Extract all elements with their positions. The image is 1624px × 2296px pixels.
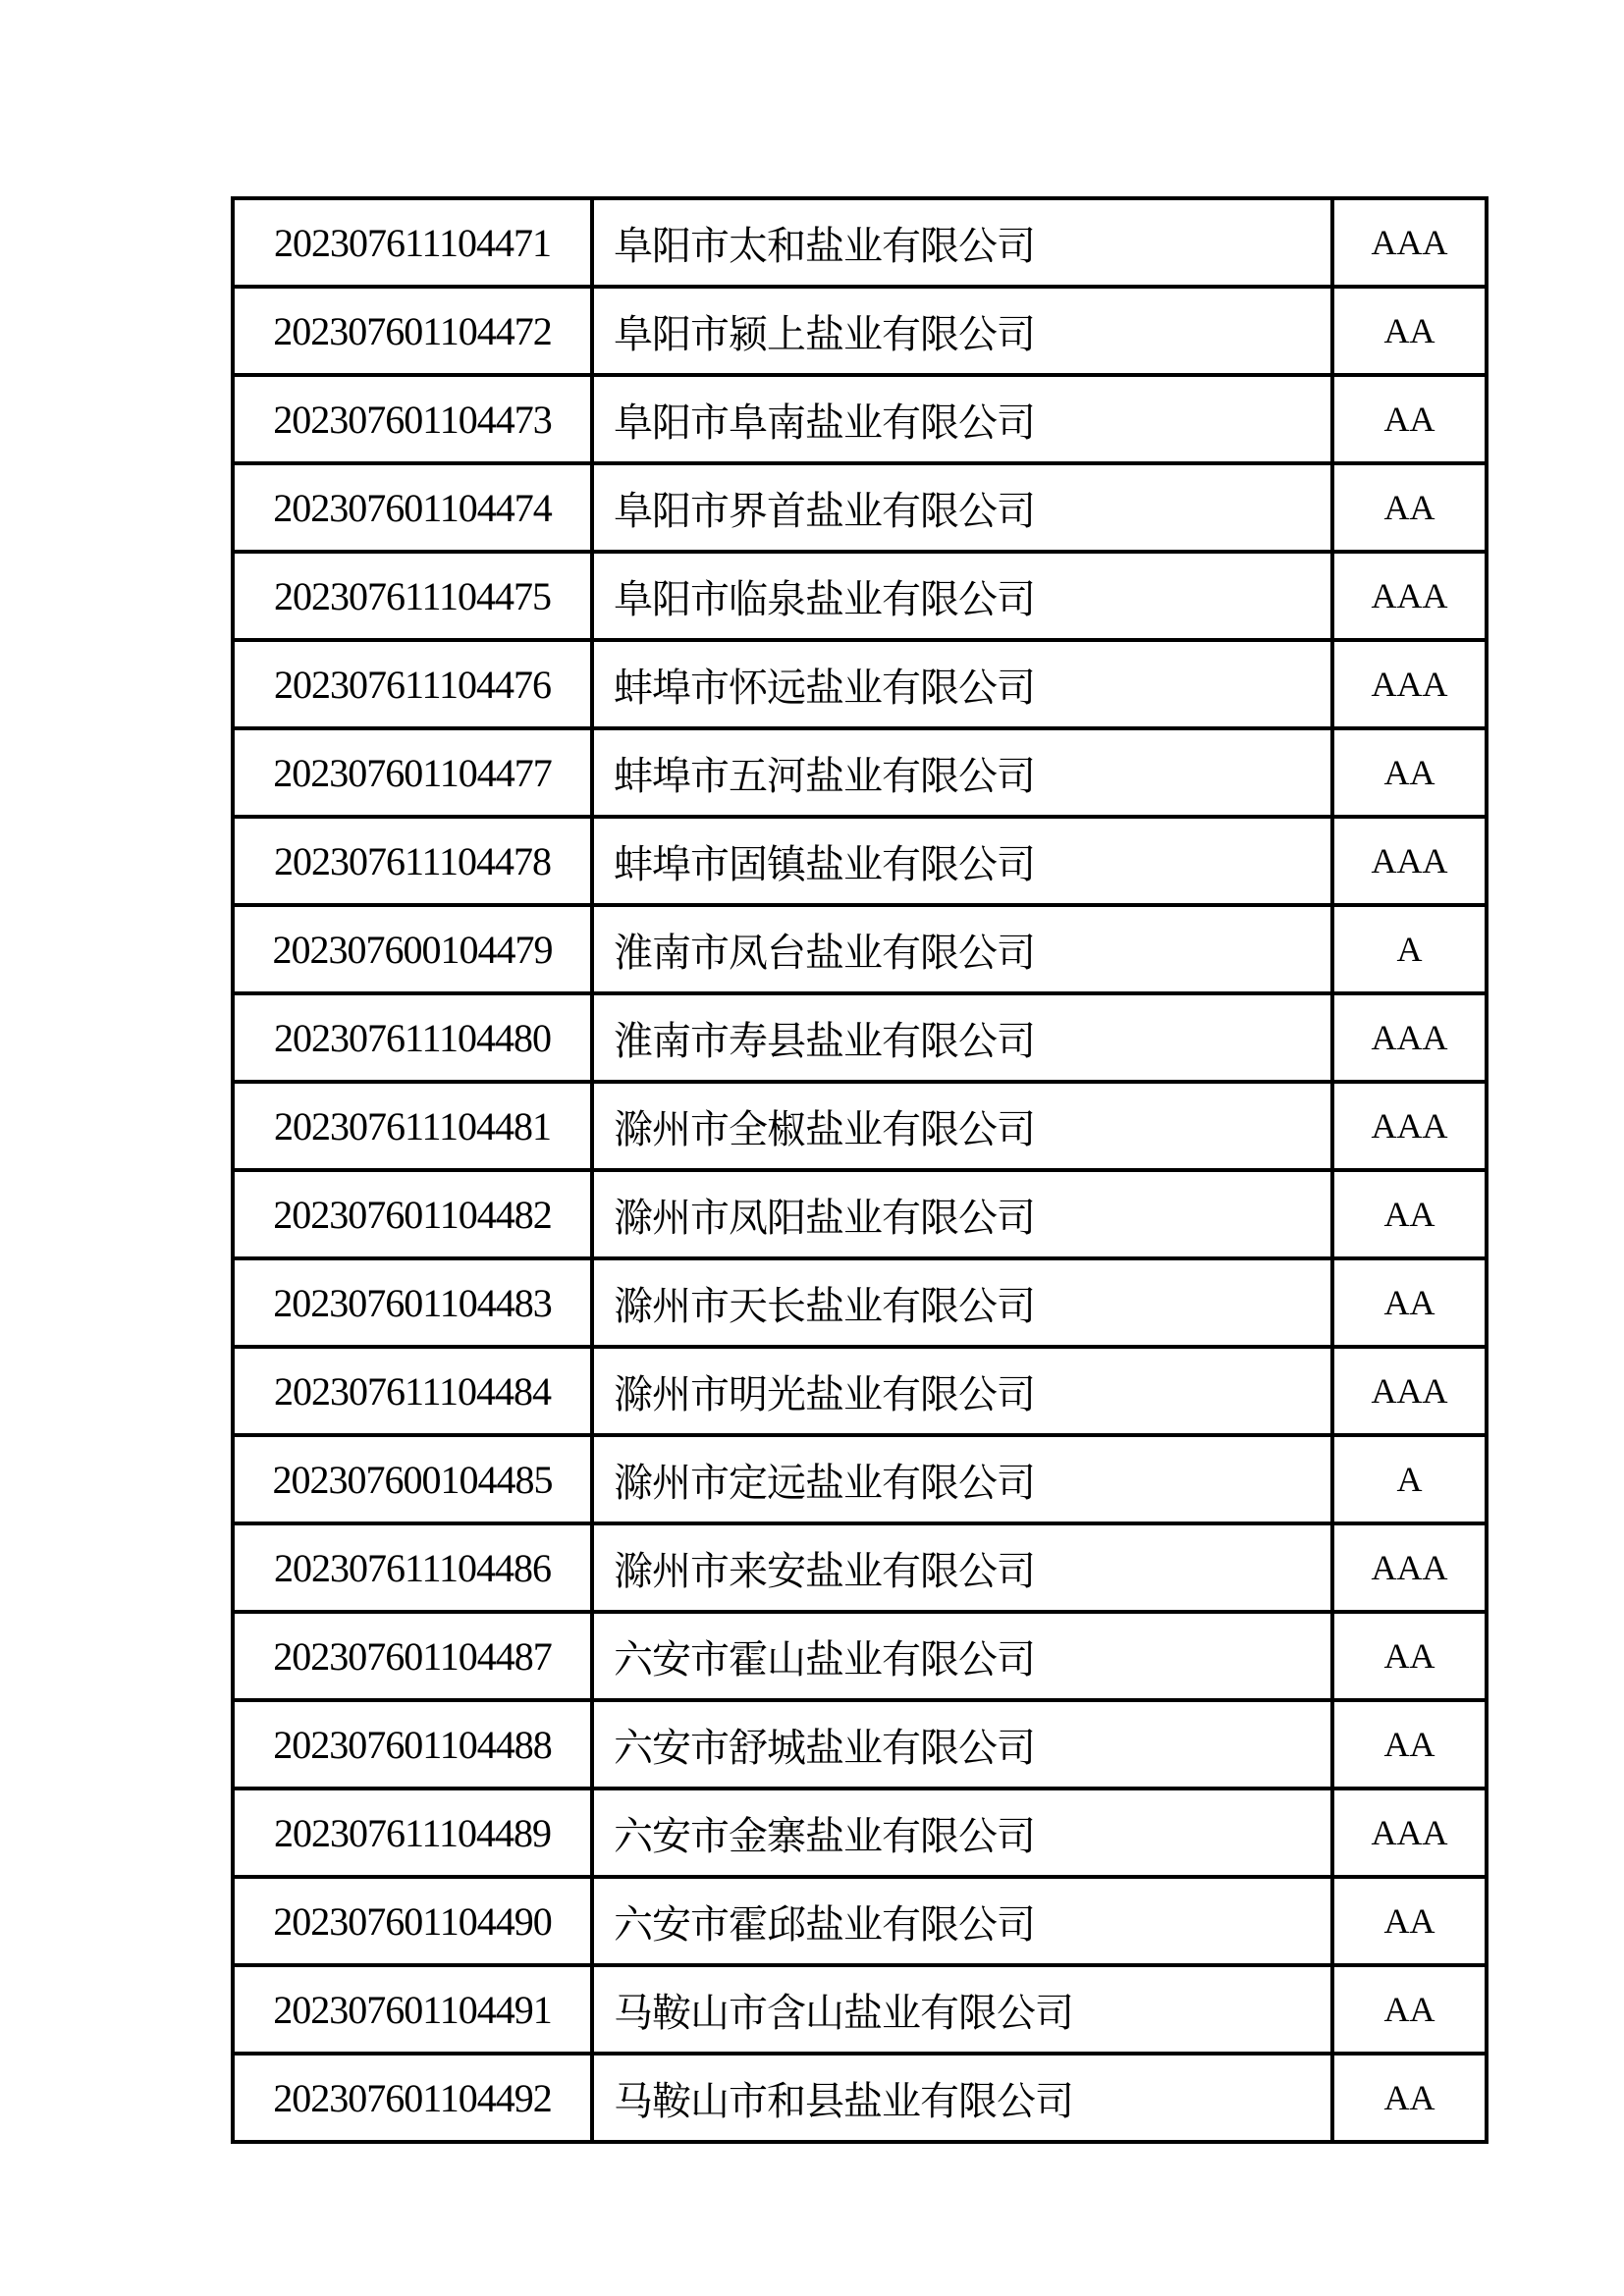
rating-cell: AA (1332, 2054, 1487, 2142)
rating-cell: AA (1332, 1700, 1487, 1789)
table-row (233, 1258, 1487, 1347)
table-row (233, 993, 1487, 1082)
company-name-cell: 六安市金寨盐业有限公司 (592, 1789, 1332, 1877)
table-row (233, 1965, 1487, 2054)
table-row (233, 375, 1487, 463)
rating-cell: AAA (1332, 1347, 1487, 1435)
rating-cell: AA (1332, 463, 1487, 552)
record-id-cell: 202307601104474 (233, 463, 592, 552)
table-row (233, 1877, 1487, 1965)
table-row (233, 1789, 1487, 1877)
rating-cell: AA (1332, 1170, 1487, 1258)
rating-cell: AA (1332, 287, 1487, 375)
record-id-cell: 202307611104489 (233, 1789, 592, 1877)
record-id-cell: 202307600104479 (233, 905, 592, 993)
rating-cell: AAA (1332, 1082, 1487, 1170)
company-name-cell: 阜阳市临泉盐业有限公司 (592, 552, 1332, 640)
company-name-cell: 淮南市寿县盐业有限公司 (592, 993, 1332, 1082)
record-id-cell: 202307601104477 (233, 728, 592, 817)
company-name-cell: 蚌埠市固镇盐业有限公司 (592, 817, 1332, 905)
table-row (233, 198, 1487, 287)
company-name-cell: 蚌埠市怀远盐业有限公司 (592, 640, 1332, 728)
rating-cell: AA (1332, 375, 1487, 463)
rating-cell: AAA (1332, 1789, 1487, 1877)
table-row (233, 817, 1487, 905)
company-name-cell: 马鞍山市和县盐业有限公司 (592, 2054, 1332, 2142)
rating-cell: A (1332, 905, 1487, 993)
rating-cell: AAA (1332, 993, 1487, 1082)
company-name-cell: 阜阳市阜南盐业有限公司 (592, 375, 1332, 463)
table-row (233, 1700, 1487, 1789)
table-row (233, 287, 1487, 375)
table-row (233, 1082, 1487, 1170)
record-id-cell: 202307601104487 (233, 1612, 592, 1700)
record-id-cell: 202307611104486 (233, 1523, 592, 1612)
company-rating-table (231, 196, 1489, 2144)
table-row (233, 728, 1487, 817)
table-body (233, 198, 1487, 2142)
company-name-cell: 阜阳市界首盐业有限公司 (592, 463, 1332, 552)
company-name-cell: 滁州市定远盐业有限公司 (592, 1435, 1332, 1523)
rating-cell: AA (1332, 1612, 1487, 1700)
table-row (233, 463, 1487, 552)
company-name-cell: 滁州市明光盐业有限公司 (592, 1347, 1332, 1435)
company-name-cell: 淮南市凤台盐业有限公司 (592, 905, 1332, 993)
company-name-cell: 阜阳市颍上盐业有限公司 (592, 287, 1332, 375)
table-row (233, 640, 1487, 728)
rating-cell: AA (1332, 728, 1487, 817)
rating-cell: AA (1332, 1258, 1487, 1347)
record-id-cell: 202307611104475 (233, 552, 592, 640)
company-name-cell: 阜阳市太和盐业有限公司 (592, 198, 1332, 287)
rating-cell: A (1332, 1435, 1487, 1523)
record-id-cell: 202307611104481 (233, 1082, 592, 1170)
record-id-cell: 202307601104488 (233, 1700, 592, 1789)
table-row (233, 1612, 1487, 1700)
rating-cell: AAA (1332, 198, 1487, 287)
rating-cell: AA (1332, 1965, 1487, 2054)
rating-cell: AA (1332, 1877, 1487, 1965)
table-row (233, 1435, 1487, 1523)
record-id-cell: 202307601104490 (233, 1877, 592, 1965)
company-name-cell: 马鞍山市含山盐业有限公司 (592, 1965, 1332, 2054)
company-name-cell: 滁州市凤阳盐业有限公司 (592, 1170, 1332, 1258)
table-row (233, 2054, 1487, 2142)
record-id-cell: 202307601104482 (233, 1170, 592, 1258)
record-id-cell: 202307601104473 (233, 375, 592, 463)
rating-cell: AAA (1332, 640, 1487, 728)
record-id-cell: 202307611104484 (233, 1347, 592, 1435)
record-id-cell: 202307611104480 (233, 993, 592, 1082)
record-id-cell: 202307601104483 (233, 1258, 592, 1347)
company-name-cell: 滁州市全椒盐业有限公司 (592, 1082, 1332, 1170)
rating-cell: AAA (1332, 817, 1487, 905)
record-id-cell: 202307611104471 (233, 198, 592, 287)
table-row (233, 1347, 1487, 1435)
company-name-cell: 六安市霍邱盐业有限公司 (592, 1877, 1332, 1965)
record-id-cell: 202307601104472 (233, 287, 592, 375)
record-id-cell: 202307600104485 (233, 1435, 592, 1523)
record-id-cell: 202307611104478 (233, 817, 592, 905)
company-name-cell: 六安市霍山盐业有限公司 (592, 1612, 1332, 1700)
rating-cell: AAA (1332, 1523, 1487, 1612)
record-id-cell: 202307601104492 (233, 2054, 592, 2142)
table-row (233, 1523, 1487, 1612)
company-name-cell: 蚌埠市五河盐业有限公司 (592, 728, 1332, 817)
company-name-cell: 滁州市来安盐业有限公司 (592, 1523, 1332, 1612)
record-id-cell: 202307601104491 (233, 1965, 592, 2054)
table-row (233, 552, 1487, 640)
table-row (233, 905, 1487, 993)
record-id-cell: 202307611104476 (233, 640, 592, 728)
company-name-cell: 六安市舒城盐业有限公司 (592, 1700, 1332, 1789)
rating-cell: AAA (1332, 552, 1487, 640)
company-name-cell: 滁州市天长盐业有限公司 (592, 1258, 1332, 1347)
table-row (233, 1170, 1487, 1258)
